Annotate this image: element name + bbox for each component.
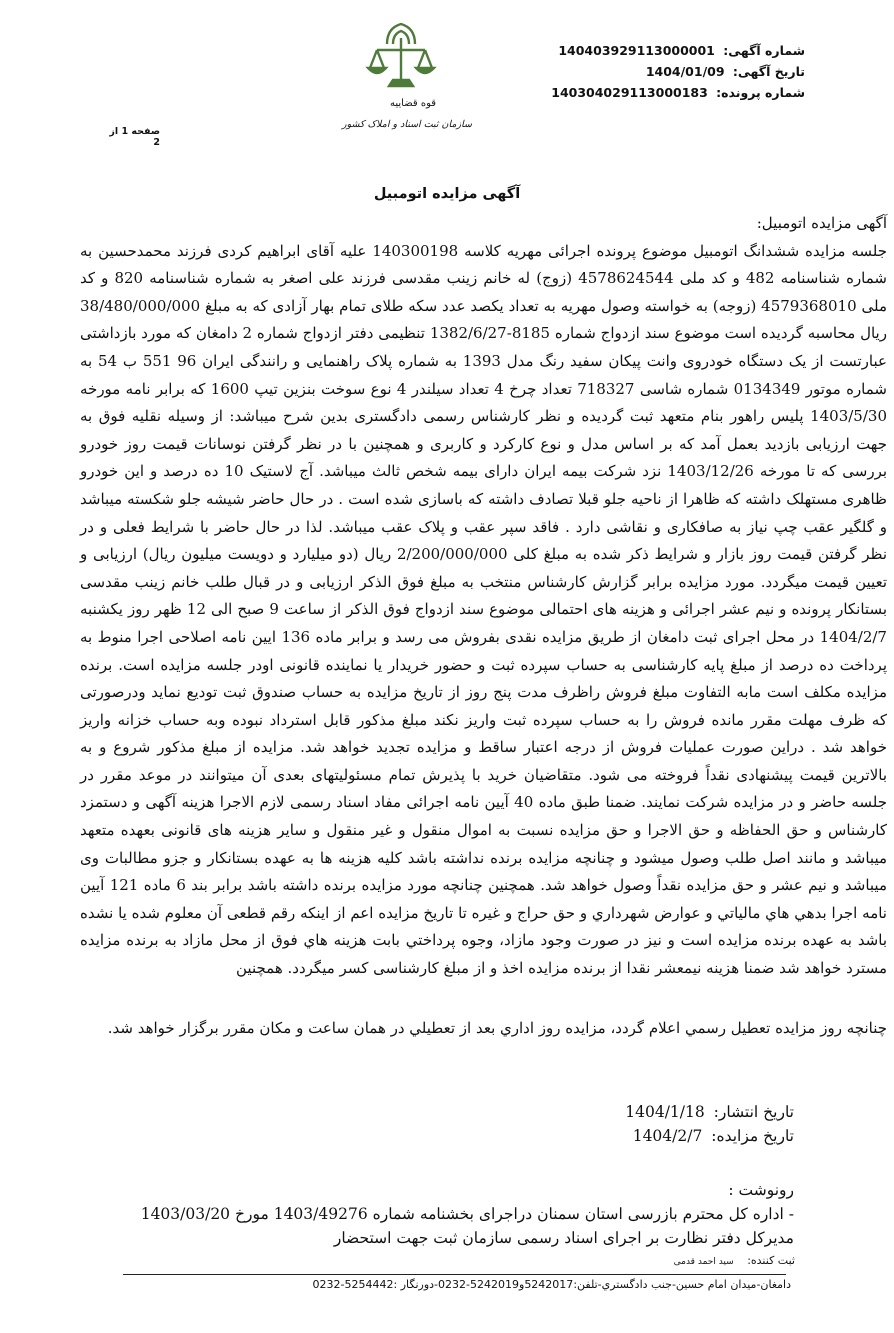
ad-number-row	[545, 40, 805, 61]
file-number-label: شماره پرونده:	[716, 85, 805, 100]
office-address: دامغان-میدان امام حسین-جنب دادگستري-تلفن:5242017و5242019-0232-دورنگار :5254442-0232	[312, 1278, 791, 1291]
auction-date-label: تاریخ مزایده:	[711, 1127, 794, 1145]
ad-date: 1404/01/09	[645, 64, 725, 79]
scales-emblem-icon	[342, 14, 472, 134]
registrar	[600, 1254, 795, 1267]
ad-number-label: شماره آگهی:	[723, 43, 805, 58]
publish-date-row	[20, 1100, 794, 1124]
ad-number: 140403929113000001	[558, 43, 715, 58]
announcement-body	[80, 210, 887, 983]
registrar-name: سید احمد قدمی	[673, 1257, 734, 1267]
page-title: آگهی مزایده اتومبیل	[373, 186, 521, 202]
file-number-row	[545, 82, 805, 103]
ad-date-row	[545, 61, 805, 82]
judiciary-logo	[342, 14, 472, 134]
publish-date: 1404/1/18	[625, 1103, 705, 1121]
copy-recipients	[20, 1178, 794, 1250]
copy-label: رونوشت :	[728, 1181, 794, 1199]
footer-divider	[123, 1274, 786, 1275]
logo-text-top: قوه قضاییه	[389, 98, 437, 109]
holiday-clause: چنانچه روز مزایده تعطیل رسمي اعلام گردد، مزایده روز اداري بعد از تعطیلي در همان ساعت و مکان مقرر برگزار خواهد شد.	[107, 1019, 887, 1037]
page-indicator: صفحه 1 از 2	[109, 126, 160, 148]
ad-date-label: تاریخ آگهی:	[732, 64, 805, 79]
auction-date-row	[20, 1124, 794, 1148]
registrar-label: ثبت کننده:	[747, 1254, 795, 1267]
file-number: 140304029113000183	[551, 85, 708, 100]
copy-line-1: - اداره کل محترم بازرسی استان سمنان دراجرای بخشنامه شماره 1403/49276 مورخ 1403/03/20	[140, 1205, 794, 1223]
ad-metadata	[545, 40, 805, 103]
logo-text-bottom: سازمان ثبت اسناد و املاک کشور	[342, 119, 472, 130]
publish-date-label: تاریخ انتشار:	[713, 1103, 794, 1121]
copy-line-2: مدیرکل دفتر نظارت بر اجرای اسناد رسمی سازمان ثبت جهت استحضار	[333, 1229, 794, 1247]
dates-block	[20, 1100, 794, 1148]
intro-label: آگهی مزایده اتومبیل:	[756, 214, 887, 232]
announcement-paragraph: جلسه مزایده ششدانگ اتومبیل موضوع پرونده اجرائی مهریه کلاسه 140300198 علیه آقای ابراهیم کردی فرزند محمدحسین به شماره شناسنامه 482 و کد ملی 4578624544 (زوج) له خانم زینب مقدسی فرزند علی اصغر به شماره شناسنامه 820 و کد ملی 4579368010 (زوجه) به خواسته وصول مهریه به تعداد یکصد عدد سکه طلای تمام بهار آزادی که به مبلغ 38/480/000/000 ریال محاسبه گردیده است موضوع سند ازدواج شماره 8185-1382/6/27 تنظیمی دفتر ازدواج شماره 2 دامغان که مورد بازداشتی عبارتست از یک دستگاه خودروی وانت پیکان سفید رنگ مدل 1393 به شماره پلاک راهنمایی و رانندگی ایران 96 551 ب 54 به شماره موتور 0134349 شماره شاسی 718327 تعداد چرخ 4 تعداد سیلندر 4 نوع سوخت بنزین تیپ 1600 که برابر نامه مورخه 1403/5/30 پلیس راهور بنام متعهد ثبت گردیده و نظر کارشناس رسمی دادگستری بدین شرح میباشد: از وسیله نقلیه فوق به جهت ارزیابی بازدید بعمل آمد که بر اساس مدل و نوع کارکرد و کاربری و همچنین با در نظر گرفتن نوسانات قیمت روز خودرو بررسی که تا مورخه 1403/12/26 نزد شرکت بیمه ایران دارای بیمه شخص ثالث میباشد. آج لاستیک 10 ده درصد و این خودرو ظاهری مستهلک داشته که ظاهرا از ناحیه جلو قبلا تصادف داشته که باسازی شده است . در حال حاضر شیشه جلو شکسته میباشد و گلگیر عقب چپ نیاز به صافکاری و نقاشی دارد . فاقد سپر عقب و پلاک عقب میباشد. لذا در حال حاضر با شرایط فعلی و در نظر گرفتن قیمت روز بازار و شرایط ذکر شده به مبلغ کلی 2/200/000/000 ریال (دو میلیارد و دویست میلیون ریال) ارزیابی و تعیین قیمت میگردد. مورد مزایده برابر گزارش کارشناس منتخب به مبلغ فوق الذکر ارزیابی و در قبال طلب خانم زینب مقدسی بستانکار پرونده و نیم عشر اجرائی و هزینه های احتمالی موضوع سند ازدواج فوق الذکر از ساعت 9 صبح الی 12 ظهر روز یکشنبه 1404/2/7 در محل اجرای ثبت دامغان از طریق مزایده نقدی بفروش می رسد و برابر ماده 136 ایین نامه اصلاحی اجرا منوط به پرداخت ده درصد از مبلغ پایه کارشناسی به حساب سپرده ثبت و حضور خریدار یا نماینده قانونی اودر جلسه مزایده است. برنده مزایده مکلف است مابه التفاوت مبلغ فروش راظرف مدت پنج روز از تاریخ مزایده به حساب صندوق ثبت تودیع نماید ودرصورتی که ظرف مهلت مقرر مانده فروش را به حساب سپرده ثبت واریز نکند مبلغ مذکور قابل استرداد نبوده وبه حساب خزانه واریز خواهد شد . دراین صورت عملیات فروش از درجه اعتبار ساقط و مزایده تجدید خواهد شد. مزایده از مبلغ مذکور شروع و به بالاترین قیمت پیشنهادی نقداً فروخته می شود. متقاضیان خرید با پذیرش تمام مسئولیتهای بعدی آن میتوانند در موعد مقرر در جلسه حاضر و در مزایده شرکت نمایند. ضمنا طبق ماده 40 آیین نامه اجرائی مفاد اسناد رسمی لازم الاجرا هزینه آگهی و دستمزد کارشناس و حق الحفاظه و حق الاجرا و حق مزایده نسبت به اموال منقول و غیر منقول و سایر هزینه های قانونی بعهده متعهد میباشد و مانند اصل طلب وصول میشود و چنانچه مزایده برنده نداشته باشد کلیه هزینه ها به عهده بستانکار و جزو مطالبات وی میباشد و نیم عشر و حق مزایده نقداً وصول خواهد شد. همچنین چنانچه مورد مزایده برنده داشته باشد برابر بند 6 ماده 121 آیین نامه اجرا بدهي هاي مالیاتي و عوارض شهرداري و حق حراج و غیره تا تاریخ مزایده اعم از اینکه رقم قطعی آن معلوم شده یا نشده باشد به عهده برنده مزایده است و نیز در صورت وجود مازاد، وجوه پرداختي بابت هزینه هاي فوق از محل مازاد به برنده مزایده مسترد خواهد شد ضمنا هزینه نیمعشر نقدا از برنده مزایده اخذ و از مبلغ کارشناسی کسر میگردد. همچنین	[80, 241, 888, 978]
auction-date: 1404/2/7	[632, 1127, 703, 1145]
